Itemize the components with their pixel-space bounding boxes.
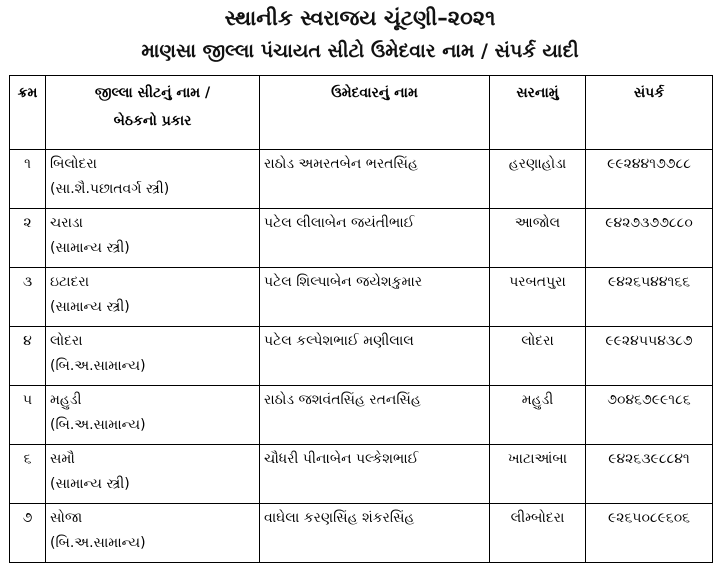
row-serial: ૩ [10, 268, 46, 327]
header-seat-name: જીલ્લા સીટનું નામ / [94, 85, 211, 101]
candidate-table [9, 75, 713, 563]
row-candidate-name: ચૌધરી પીનાબેન પલ્કેશભાઈ [260, 445, 490, 504]
row-candidate-name: રાઠોડ જશવંતસિંહ રતનસિંહ [260, 386, 490, 445]
header-candidate: ઉમેદવારનું નામ [260, 76, 490, 150]
row-phone: ૯૪૨૬૩૯૮૮૪૧ [586, 445, 713, 504]
row-serial: ૨ [10, 209, 46, 268]
row-phone: ૯૯૨૪૫૫૪૩૮૭ [586, 327, 713, 386]
row-seat-cell [46, 268, 260, 327]
row-address: લોદરા [490, 327, 586, 386]
row-seat-type: (બિ.અ.સામાન્ય) [50, 358, 146, 374]
row-address: હરણાહોડા [490, 150, 586, 209]
row-seat-cell [46, 150, 260, 209]
row-serial: ૧ [10, 150, 46, 209]
header-address: સરનામું [490, 76, 586, 150]
row-candidate-name: વાઘેલા કરણસિંહ શંકરસિંહ [260, 504, 490, 563]
row-phone: ૯૨૬૫૦૮૯૬૦૬ [586, 504, 713, 563]
row-address: ખાટાઆંબા [490, 445, 586, 504]
table-row [10, 504, 713, 563]
row-candidate-name: રાઠોડ અમરતબેન ભરતસિંહ [260, 150, 490, 209]
row-address: મહુડી [490, 386, 586, 445]
row-seat-type: (સામાન્ય સ્ત્રી) [50, 299, 130, 315]
row-phone: ૯૪૨૭૩૭૭૮૮૦ [586, 209, 713, 268]
table-row [10, 327, 713, 386]
row-phone: ૭૦૪૬૭૯૯૧૮૬ [586, 386, 713, 445]
row-serial: ૭ [10, 504, 46, 563]
row-serial: ૬ [10, 445, 46, 504]
table-row [10, 150, 713, 209]
row-phone: ૯૯૨૪૪૧૭૭૮૮ [586, 150, 713, 209]
page-subtitle: માણસા જીલ્લા પંચાયત સીટો ઉમેદવાર નામ / સંપર્ક યાદી [141, 40, 579, 62]
table-body [10, 150, 713, 563]
row-address: લીમ્બોદરા [490, 504, 586, 563]
row-candidate-name: પટેલ કલ્પેશભાઈ મણીલાલ [260, 327, 490, 386]
table-row [10, 386, 713, 445]
row-seat-cell [46, 504, 260, 563]
row-serial: ૫ [10, 386, 46, 445]
row-seat-name: સોજા [50, 510, 83, 526]
row-address: આજોલ [490, 209, 586, 268]
row-address: પરબતપુરા [490, 268, 586, 327]
table-header-row [10, 76, 713, 150]
row-seat-cell [46, 209, 260, 268]
row-seat-name: ઇટાદરા [50, 274, 90, 290]
table-row [10, 445, 713, 504]
row-seat-type: (સા.શૈ.પછાતવર્ગ સ્ત્રી) [50, 181, 170, 197]
table-row [10, 209, 713, 268]
row-seat-cell [46, 445, 260, 504]
row-serial: ૪ [10, 327, 46, 386]
row-seat-cell [46, 386, 260, 445]
row-seat-name: બિલોદરા [50, 156, 97, 172]
page-title: સ્થાનીક સ્વરાજય ચૂંટણી–૨૦૨૧ [224, 6, 496, 30]
row-candidate-name: પટેલ લીલાબેન જયંતીભાઈ [260, 209, 490, 268]
header-seat [46, 76, 260, 150]
row-seat-cell [46, 327, 260, 386]
row-seat-type: (બિ.અ.સામાન્ય) [50, 417, 146, 433]
row-seat-type: (બિ.અ.સામાન્ય) [50, 535, 146, 551]
row-seat-name: લોદરા [50, 333, 83, 349]
row-phone: ૯૪૨૬૫૪૪૧૬૬ [586, 268, 713, 327]
row-seat-name: ચરાડા [50, 215, 83, 231]
table-row [10, 268, 713, 327]
header-contact: સંપર્ક [586, 76, 713, 150]
row-candidate-name: પટેલ શિલ્પાબેન જયેશકુમાર [260, 268, 490, 327]
row-seat-name: મહુડી [50, 392, 82, 408]
header-serial: ક્રમ [10, 76, 46, 150]
row-seat-name: સમૌ [50, 451, 75, 467]
header-seat-type: બેઠકનો પ્રકાર [113, 113, 192, 129]
row-seat-type: (સામાન્ય સ્ત્રી) [50, 476, 130, 492]
row-seat-type: (સામાન્ય સ્ત્રી) [50, 240, 130, 256]
